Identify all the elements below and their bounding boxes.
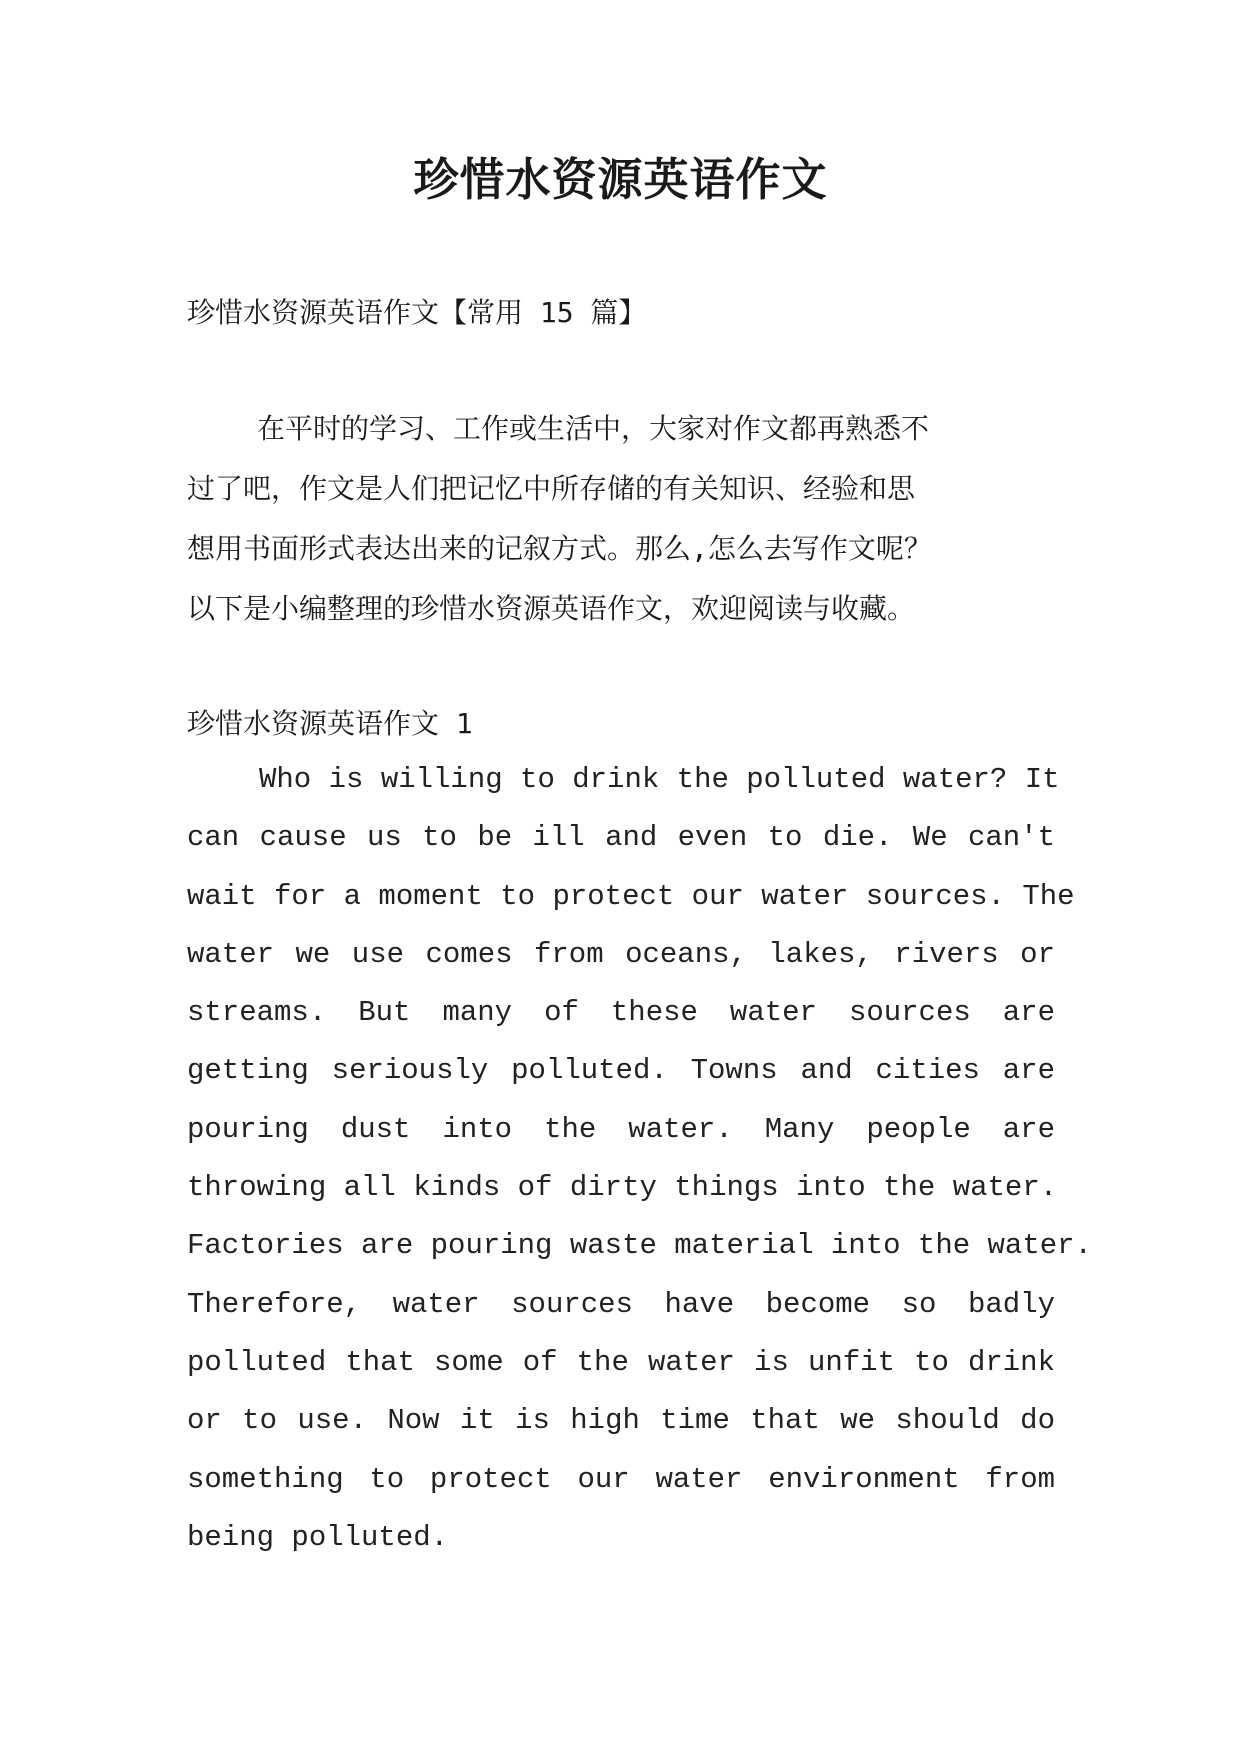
essay-paragraph (187, 760, 1092, 1576)
essay-line: or to use. Now it is high time that we should do (187, 1404, 1055, 1438)
intro-line: 过了吧，作文是人们把记忆中所存储的有关知识、经验和思 (187, 472, 916, 505)
essay-line: pouring dust into the water. Many people are (187, 1112, 1055, 1146)
essay-line: Factories are pouring waste material into the water. (187, 1229, 1092, 1263)
document-title: 珍惜水资源英语作文 (413, 153, 828, 206)
essay-line: Who is willing to drink the polluted water? It (259, 763, 1060, 796)
essay-line: streams. But many of these water sources are (187, 996, 1055, 1030)
intro-line: 以下是小编整理的珍惜水资源英语作文，欢迎阅读与收藏。 (187, 592, 916, 625)
essay-line: getting seriously polluted. Towns and cities are (187, 1054, 1055, 1088)
document-subtitle: 珍惜水资源英语作文【常用 15 篇】 (187, 296, 647, 329)
essay-line: polluted that some of the water is unfit to drink (187, 1345, 1055, 1379)
essay-line: Therefore, water sources have become so badly (187, 1287, 1055, 1321)
section-heading: 珍惜水资源英语作文 1 (187, 707, 473, 740)
essay-line: can cause us to be ill and even to die. We can't (187, 821, 1055, 855)
intro-line: 想用书面形式表达出来的记叙方式。那么,怎么去写作文呢？ (187, 532, 932, 565)
essay-line: water we use comes from oceans, lakes, rivers or (187, 937, 1055, 971)
essay-line: wait for a moment to protect our water sources. The (187, 879, 1075, 913)
intro-line: 在平时的学习、工作或生活中，大家对作文都再熟悉不 (257, 412, 930, 445)
essay-line: something to protect our water environment from (187, 1462, 1055, 1496)
intro-paragraph (187, 409, 1067, 649)
essay-line: throwing all kinds of dirty things into the water. (187, 1171, 1058, 1205)
essay-line: being polluted. (187, 1520, 449, 1554)
